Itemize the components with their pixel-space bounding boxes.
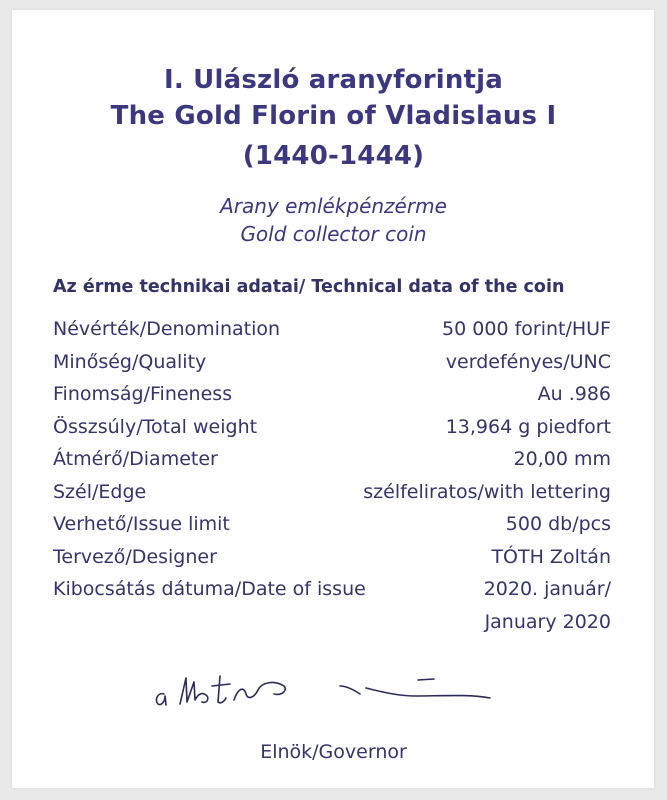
spec-label: Átmérő/Diameter [53,448,218,470]
spec-label: Minőség/Quality [53,350,207,373]
spec-row-fineness [53,378,611,411]
spec-label: Finomság/Fineness [53,383,233,405]
title-years: (1440-1444) [242,141,425,171]
signature-stroke [366,688,490,698]
spec-row-denomination [53,313,611,346]
spec-value: TÓTH Zoltán [491,545,611,568]
spec-value: szélfeliratos/with lettering [363,480,611,503]
subtitle-english: Gold collector coin [240,222,427,246]
signature-stroke [418,679,434,680]
spec-value: Au .986 [537,383,611,405]
title-hungarian: I. Ulászló aranyforintja [163,65,504,95]
spec-row-date-of-issue-continued [53,606,611,639]
spec-value: 2020. január/ [483,578,611,600]
spec-label: Verhető/Issue limit [53,513,230,535]
subtitle-hungarian: Arany emlékpénzérme [220,194,447,218]
title-english: The Gold Florin of Vladislaus I [110,101,557,131]
spec-label: Kibocsátás dátuma/Date of issue [53,578,366,600]
technical-data-heading: Az érme technikai adatai/ Technical data of the coin [53,277,565,297]
spec-value: 20,00 mm [513,448,611,470]
signature-stroke [340,686,360,694]
spec-value: 500 db/pcs [505,513,611,535]
spec-value: January 2020 [484,610,611,633]
signature-stroke [180,678,208,704]
signature-stroke [234,683,285,700]
spec-label: Tervező/Designer [53,545,217,568]
spec-label: Névérték/Denomination [53,318,281,340]
spec-row-designer [53,541,611,574]
spec-label: Összsúly/Total weight [53,415,258,438]
signature-stroke [218,676,226,703]
spec-row-date-of-issue [53,573,611,606]
spec-row-diameter [53,443,611,476]
governor-title: Elnök/Governor [260,741,407,763]
spec-row-total-weight [53,411,611,444]
signature-stroke [212,684,230,686]
spec-row-issue-limit [53,508,611,541]
spec-label: Szél/Edge [53,480,147,503]
signature-stroke [156,694,166,705]
spec-value: verdefényes/UNC [445,350,611,373]
spec-value: 50 000 forint/HUF [442,318,611,340]
spec-value: 13,964 g piedfort [445,415,611,438]
spec-row-edge [53,476,611,509]
technical-data-table [53,313,611,638]
spec-row-quality [53,346,611,379]
governor-signature [150,664,510,724]
